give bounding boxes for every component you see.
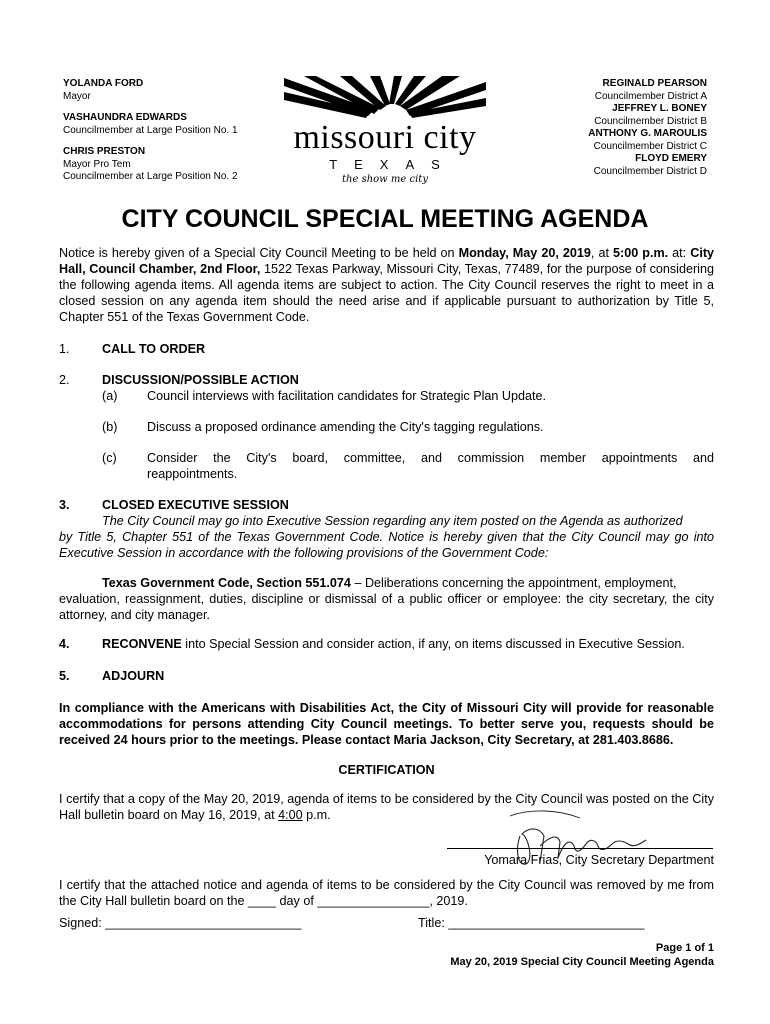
certification-heading: CERTIFICATION [338, 763, 435, 777]
subitem-text-continued: reappointments. [147, 467, 238, 481]
logo-wordmark: missouri city [293, 119, 477, 156]
official-name: JEFFREY L. BONEY [612, 103, 707, 114]
subitem-letter: (c) [102, 451, 117, 465]
signature-line [447, 848, 713, 849]
official-name: ANTHONY G. MAROULIS [588, 128, 707, 139]
notice-paragraph: Notice is hereby given of a Special City Council Meeting to be held on Monday, May 20, 2019, at 5:00 p.m. at: City Hall, Council Chamber, 2nd Floor, 1522 Texas Parkway, Missouri City, Texas, 77489, for the purpose of considering the following agenda items. All agenda items are subject to action. The City Council reserves the right to meet in a closed session on any agenda item should the need arise and if applicable pursuant to authorization by Title 5, Chapter 551 of the Texas Government Code. [59, 246, 715, 324]
certification-text: I certify that a copy of the May 20, 2019, agenda of items to be considered by the City Council was posted on the City Hall bulletin board on May 16, 2019, at 4:00 p.m. [59, 792, 714, 822]
missouri-city-logo [282, 76, 488, 188]
official-title: Councilmember District D [593, 165, 707, 177]
item-number: 1. [59, 342, 70, 356]
item-heading-closed-session: CLOSED EXECUTIVE SESSION [102, 498, 289, 512]
official-name: FLOYD EMERY [635, 153, 707, 164]
item-number: 3. [59, 498, 70, 512]
closed-session-text-continued: by Title 5, Chapter 551 of the Texas Government Code. Notice is hereby given that the City Council may go into Executive Session in accordance with the following provisions of the Government Code: [59, 530, 714, 560]
item-heading-discussion: DISCUSSION/POSSIBLE ACTION [102, 373, 299, 387]
official-title: Councilmember District C [593, 140, 707, 152]
official-name: REGINALD PEARSON [602, 78, 707, 89]
official-title: Councilmember at Large Position No. 1 [63, 124, 238, 136]
logo-tagline: the show me city [342, 174, 428, 185]
item-heading-call-to-order: CALL TO ORDER [102, 342, 206, 356]
subitem-letter: (b) [102, 420, 118, 434]
item-heading-adjourn: ADJOURN [102, 669, 165, 683]
government-code-text-continued: evaluation, reassignment, duties, discipline or dismissal of a public officer or employee: the city secretary, the city attorney, and city manager. [59, 592, 714, 622]
official-name: CHRIS PRESTON [63, 146, 146, 157]
header-left-officials [63, 78, 283, 184]
ada-notice: In compliance with the Americans with Disabilities Act, the City of Missouri City will provide for reasonable accommodations for persons attending City Council meetings. To better serve you, requests should be received 24 hours prior to the meetings. Please contact Maria Jackson, City Secretary, at 281.403.8686. [59, 701, 714, 747]
subitem-text: Consider the City's board, committee, and commission member appointments and [147, 451, 714, 465]
government-code-text: Texas Government Code, Section 551.074 – Deliberations concerning the appointment, employment, [102, 576, 677, 590]
meeting-date: Monday, May 20, 2019 [458, 246, 591, 260]
page-number: Page 1 of 1 [655, 942, 714, 954]
footer-document-title: May 20, 2019 Special City Council Meeting Agenda [450, 956, 714, 968]
item-number: 5. [59, 669, 70, 683]
document-title: CITY COUNCIL SPECIAL MEETING AGENDA [121, 205, 649, 233]
official-title: Councilmember District B [594, 115, 707, 127]
official-title: Mayor Pro Tem [63, 158, 131, 170]
signed-field: Signed: ____________________________ [59, 916, 302, 930]
title-field: Title: ____________________________ [418, 916, 645, 930]
official-title: Mayor [63, 90, 91, 102]
official-name: YOLANDA FORD [63, 78, 144, 89]
item-number: 4. [59, 637, 70, 651]
item-reconvene: RECONVENE into Special Session and consider action, if any, on items discussed in Executive Session. [102, 637, 685, 651]
sunburst-icon [282, 76, 488, 120]
subitem-text: Discuss a proposed ordinance amending the City's tagging regulations. [147, 420, 544, 434]
logo-state: TEXAS [329, 157, 457, 172]
government-code-section: Texas Government Code, Section 551.074 [102, 576, 351, 590]
signer-name: Yomara Frias, City Secretary Department [484, 853, 714, 867]
official-name: VASHAUNDRA EDWARDS [63, 112, 187, 123]
header-right-officials [507, 78, 707, 178]
subitem-letter: (a) [102, 389, 118, 403]
closed-session-text: The City Council may go into Executive Session regarding any item posted on the Agenda as authorized [102, 514, 683, 528]
removal-certification-text: I certify that the attached notice and agenda of items to be considered by the City Council was removed by me from the City Hall bulletin board on the ____ day of ________________, 2019. [59, 878, 714, 908]
official-title: Councilmember District A [594, 90, 707, 102]
subitem-text: Council interviews with facilitation candidates for Strategic Plan Update. [147, 389, 547, 403]
meeting-place: City Hall, Council Chamber, 2nd Floor, [59, 246, 715, 276]
official-title: Councilmember at Large Position No. 2 [63, 171, 238, 182]
item-number: 2. [59, 373, 70, 387]
meeting-time: 5:00 p.m. [613, 246, 669, 260]
